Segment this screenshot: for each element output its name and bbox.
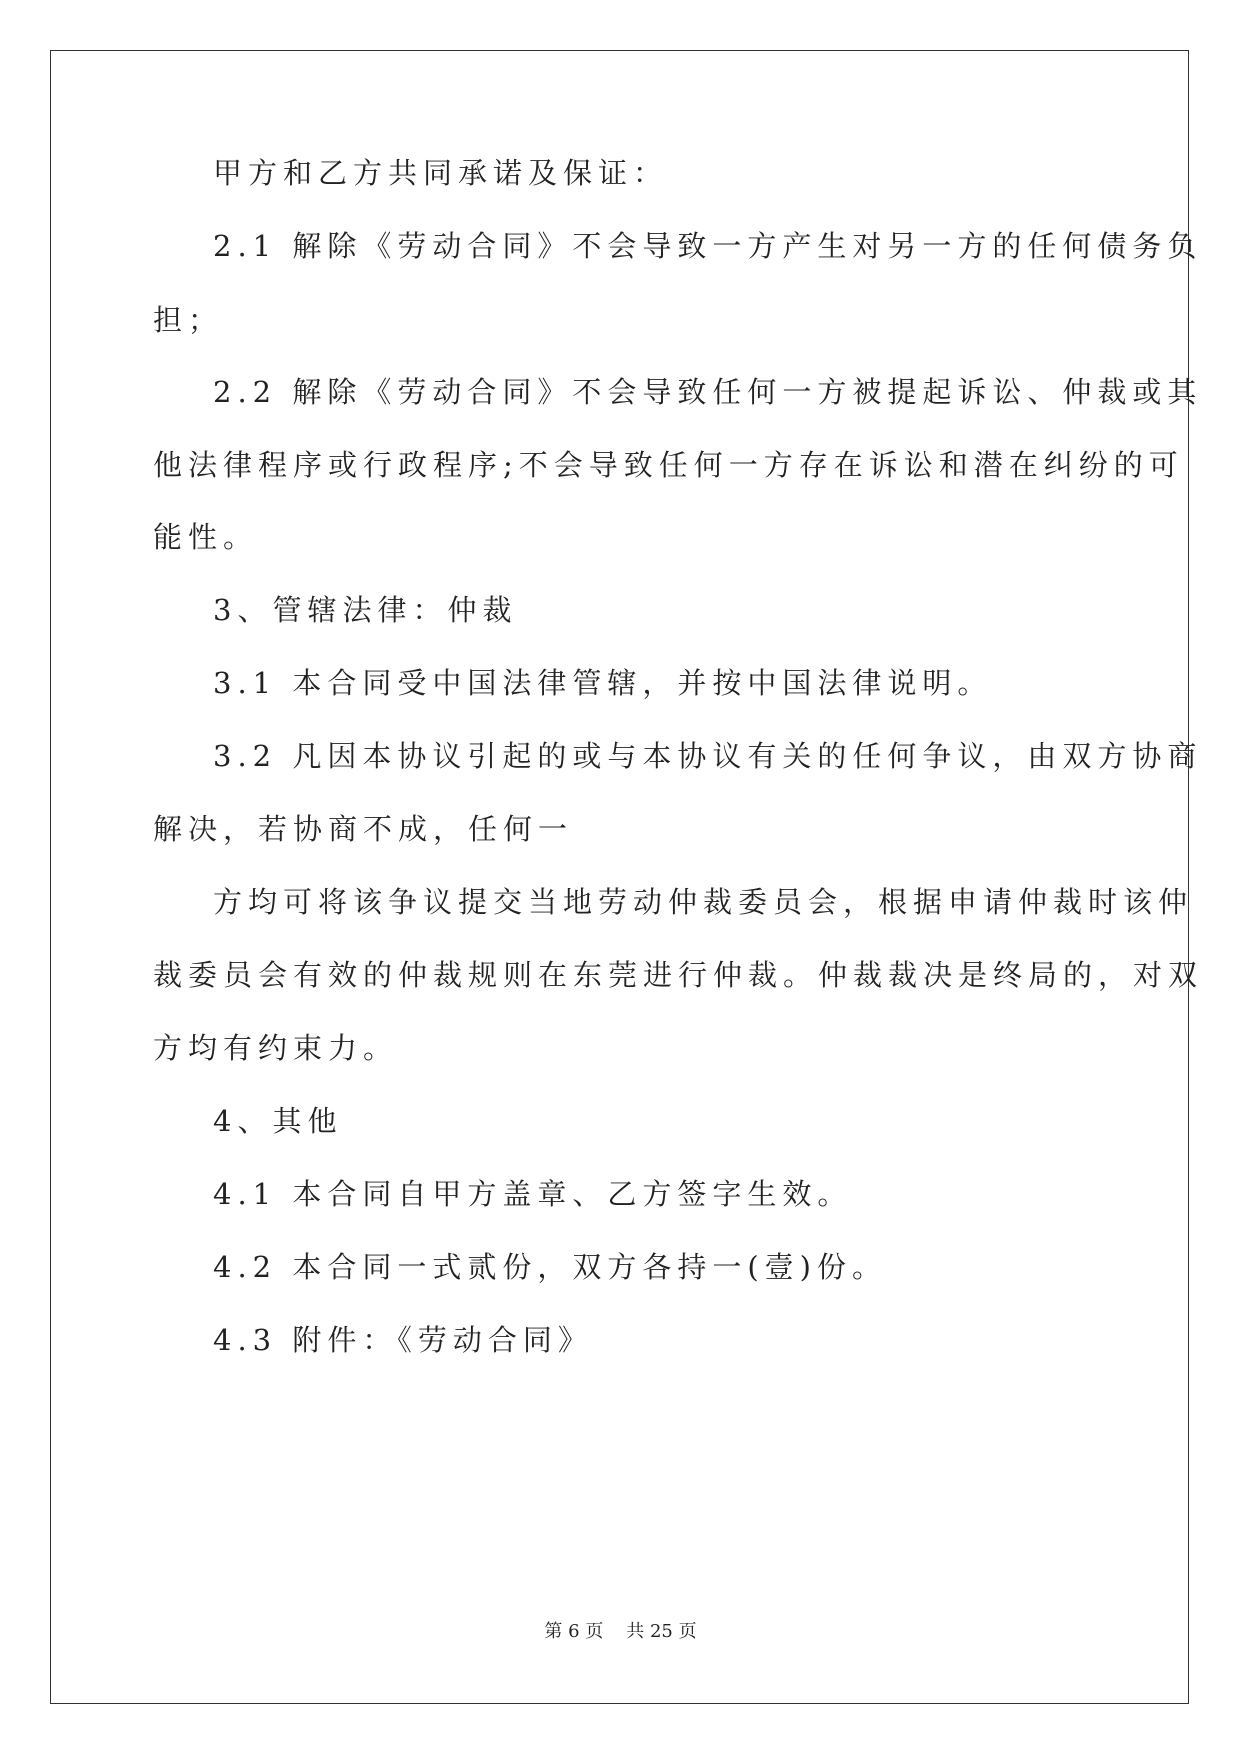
paragraph-line: 4.3 附件：《劳动合同》 [213,1323,593,1357]
paragraph-line: 担； [153,303,224,337]
paragraph-line: 能性。 [153,520,259,554]
paragraph-line: 3.2 凡因本协议引起的或与本协议有关的任何争议，由双方协商 [213,739,1203,773]
paragraph-line: 2.2 解除《劳动合同》不会导致任何一方被提起诉讼、仲裁或其 [213,375,1203,409]
paragraph-line: 方均可将该争议提交当地劳动仲裁委员会，根据申请仲裁时该仲 [213,885,1194,919]
paragraph-line: 4.2 本合同一式贰份，双方各持一(壹)份。 [213,1250,887,1284]
page-number: 第 6 页 [544,1621,604,1642]
section-heading: 3、管辖法律：仲裁 [213,593,518,627]
section-heading: 4、其他 [213,1104,343,1138]
page-footer [0,1617,1241,1643]
paragraph-line: 裁委员会有效的仲裁规则在东莞进行仲裁。仲裁裁决是终局的，对双 [153,958,1204,992]
paragraph-line: 2.1 解除《劳动合同》不会导致一方产生对另一方的任何债务负 [213,229,1203,263]
paragraph-line: 甲方和乙方共同承诺及保证： [213,156,669,190]
paragraph-line: 方均有约束力。 [153,1031,399,1065]
paragraph-line: 他法律程序或行政程序;不会导致任何一方存在诉讼和潜在纠纷的可 [153,448,1184,482]
paragraph-line: 4.1 本合同自甲方盖章、乙方签字生效。 [213,1177,853,1211]
paragraph-line: 解决，若协商不成，任何一 [153,812,574,846]
page-frame [50,50,1189,1704]
page-total: 共 25 页 [626,1621,697,1642]
paragraph-line: 3.1 本合同受中国法律管辖，并按中国法律说明。 [213,666,993,700]
